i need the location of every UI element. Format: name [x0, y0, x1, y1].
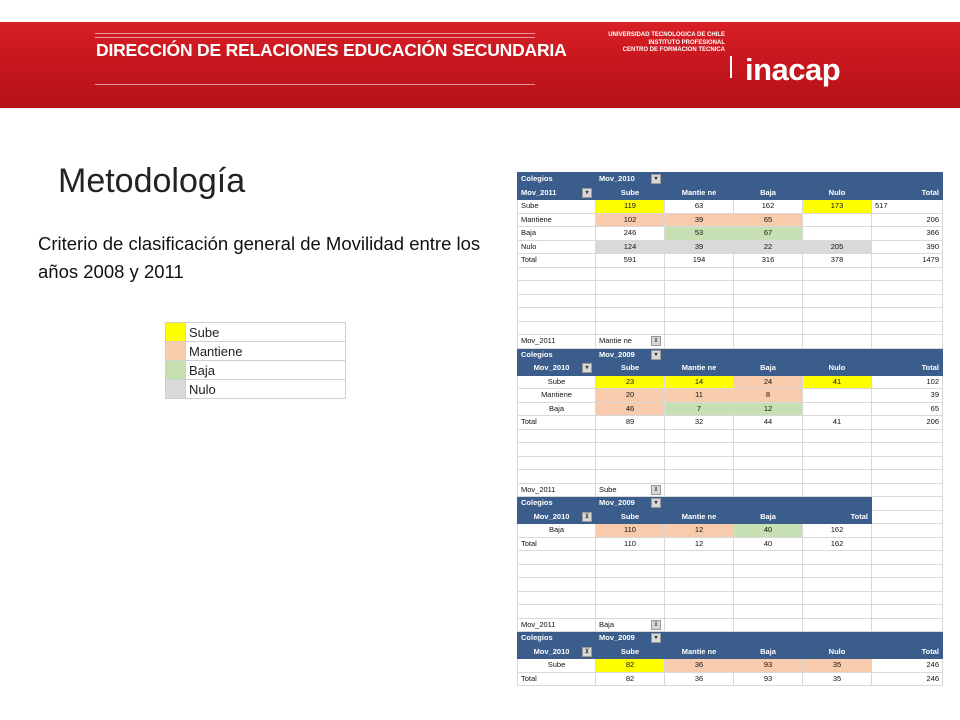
field-name: Mov_2010 [533, 363, 570, 373]
col-header: Total [872, 362, 943, 376]
cell[interactable]: 162 [803, 524, 872, 538]
cell[interactable] [518, 470, 596, 484]
field-name: Mov_2010 [533, 511, 570, 521]
cell[interactable] [665, 281, 734, 295]
cell[interactable] [665, 551, 734, 565]
cell[interactable] [803, 321, 872, 335]
cell[interactable] [596, 321, 665, 335]
legend-swatch [166, 342, 186, 361]
cell[interactable]: 39 [665, 240, 734, 254]
total-row [518, 672, 943, 686]
cell[interactable] [518, 321, 596, 335]
cell[interactable] [734, 443, 803, 457]
cell[interactable] [596, 591, 665, 605]
cell[interactable] [596, 294, 665, 308]
pivot-column-field[interactable] [596, 348, 665, 362]
cell[interactable] [596, 429, 665, 443]
cell[interactable] [518, 456, 596, 470]
cell[interactable] [734, 591, 803, 605]
total-row [518, 537, 943, 551]
cell[interactable] [518, 591, 596, 605]
dropdown-icon[interactable]: ▾ [651, 350, 661, 360]
cell[interactable] [665, 591, 734, 605]
col-header: Mantie ne [665, 186, 734, 200]
cell[interactable] [518, 267, 596, 281]
cell[interactable] [518, 605, 596, 619]
empty-row [518, 551, 943, 565]
row-label[interactable]: Baja [518, 402, 596, 416]
pivot-row-field[interactable] [518, 362, 596, 376]
col-header: Mantie ne [665, 645, 734, 659]
pivot-row-field[interactable] [518, 186, 596, 200]
pivot-row-field[interactable] [518, 510, 596, 524]
banner-rule-top [95, 33, 535, 38]
legend-swatch [166, 361, 186, 380]
cell[interactable] [734, 578, 803, 592]
cell[interactable]: 162 [803, 537, 872, 551]
cell[interactable]: 7 [665, 402, 734, 416]
row-label[interactable]: Nulo [518, 240, 596, 254]
total-row [518, 416, 943, 430]
pivot3-title-row [518, 497, 943, 511]
cell[interactable]: 246 [596, 227, 665, 241]
cell[interactable] [803, 294, 872, 308]
field-name: Mov_2010 [599, 174, 635, 184]
empty-row [518, 591, 943, 605]
cell[interactable] [803, 456, 872, 470]
empty-row [518, 308, 943, 322]
cell[interactable] [734, 456, 803, 470]
cell[interactable] [734, 470, 803, 484]
legend-swatch [166, 323, 186, 342]
cell[interactable]: 8 [734, 389, 803, 403]
cell[interactable]: 36 [665, 672, 734, 686]
cell[interactable]: 82 [596, 672, 665, 686]
page-subtitle: Criterio de clasificación general de Movilidad entre los años 2008 y 2011 [38, 233, 481, 282]
cell[interactable]: 44 [734, 416, 803, 430]
cell[interactable] [665, 308, 734, 322]
cell[interactable] [665, 605, 734, 619]
col-header: Mantie ne [665, 362, 734, 376]
cell[interactable]: 378 [803, 254, 872, 268]
col-header: Mantie ne [665, 510, 734, 524]
filter-icon[interactable]: ⊻ [651, 336, 661, 346]
empty-row [518, 578, 943, 592]
filter-value[interactable] [596, 335, 665, 349]
pivot-column-field[interactable] [596, 173, 665, 187]
institution-text [593, 32, 725, 55]
cell[interactable] [803, 470, 872, 484]
row-label[interactable]: Mantiene [518, 213, 596, 227]
legend-label: Nulo [186, 380, 346, 399]
cell[interactable] [872, 578, 943, 592]
cell[interactable] [734, 267, 803, 281]
empty-row [518, 281, 943, 295]
cell[interactable]: 205 [803, 240, 872, 254]
cell[interactable] [596, 443, 665, 457]
cell[interactable]: 23 [596, 375, 665, 389]
cell[interactable] [518, 281, 596, 295]
cell[interactable] [803, 591, 872, 605]
col-header: Nulo [803, 645, 872, 659]
col-header: Sube [596, 510, 665, 524]
col-header: Total [872, 186, 943, 200]
cell[interactable]: 12 [665, 524, 734, 538]
total-label[interactable]: Total [518, 416, 596, 430]
filter-icon[interactable]: ⊻ [582, 647, 592, 657]
total-row [518, 254, 943, 268]
empty-row [518, 456, 943, 470]
empty-row [518, 605, 943, 619]
cell[interactable] [872, 443, 943, 457]
banner-rule-bottom [95, 84, 535, 85]
row-label[interactable]: Mantiene [518, 389, 596, 403]
cell[interactable]: 206 [872, 213, 943, 227]
row-label[interactable]: Baja [518, 524, 596, 538]
cell[interactable]: 124 [596, 240, 665, 254]
institution-line: INSTITUTO PROFESIONAL [648, 39, 725, 46]
filter-row [518, 618, 943, 632]
cell[interactable] [596, 281, 665, 295]
cell[interactable] [734, 321, 803, 335]
cell[interactable] [803, 389, 872, 403]
empty-row [518, 429, 943, 443]
cell[interactable] [518, 308, 596, 322]
pivot-label-colegios: Colegios [518, 497, 596, 511]
col-header: Total [872, 645, 943, 659]
legend-row [166, 361, 346, 380]
table-row [518, 524, 943, 538]
cell[interactable]: 41 [803, 375, 872, 389]
row-label[interactable]: Sube [518, 659, 596, 673]
empty-row [518, 267, 943, 281]
cell[interactable] [803, 227, 872, 241]
cell[interactable] [872, 605, 943, 619]
cell[interactable]: 390 [872, 240, 943, 254]
cell[interactable]: 65 [734, 213, 803, 227]
cell[interactable] [872, 456, 943, 470]
pivot-sheet [517, 172, 942, 686]
cell[interactable] [665, 564, 734, 578]
pivot4-title-row [518, 632, 943, 646]
legend-row [166, 323, 346, 342]
row-label[interactable]: Baja [518, 227, 596, 241]
cell[interactable]: 110 [596, 537, 665, 551]
cell[interactable] [872, 470, 943, 484]
legend-swatch [166, 380, 186, 399]
table-row [518, 213, 943, 227]
legend-row [166, 342, 346, 361]
cell[interactable] [734, 281, 803, 295]
filter-field: Mov_2011 [518, 483, 596, 497]
field-name: Mov_2011 [521, 187, 557, 197]
cell[interactable] [734, 564, 803, 578]
cell[interactable] [518, 564, 596, 578]
cell[interactable]: 366 [872, 227, 943, 241]
cell[interactable]: 110 [596, 524, 665, 538]
cell[interactable]: 82 [596, 659, 665, 673]
cell[interactable] [518, 294, 596, 308]
col-header: Sube [596, 186, 665, 200]
row-label[interactable]: Sube [518, 200, 596, 214]
cell[interactable]: 39 [665, 213, 734, 227]
field-name: Mov_2009 [599, 633, 635, 643]
page-title: Metodología [58, 162, 246, 200]
cell[interactable]: 35 [803, 659, 872, 673]
col-header: Sube [596, 645, 665, 659]
logo-separator [730, 56, 732, 78]
filter-row [518, 483, 943, 497]
cell[interactable]: 12 [734, 402, 803, 416]
cell[interactable] [803, 564, 872, 578]
cell[interactable]: 246 [872, 672, 943, 686]
cell[interactable] [803, 402, 872, 416]
pivot-column-field[interactable] [596, 632, 665, 646]
institution-line: CENTRO DE FORMACION TECNICA [622, 47, 725, 53]
cell[interactable] [872, 281, 943, 295]
pivot-label-colegios: Colegios [518, 632, 596, 646]
table-row [518, 200, 943, 214]
cell[interactable]: 162 [734, 200, 803, 214]
cell[interactable] [665, 294, 734, 308]
cell[interactable] [803, 308, 872, 322]
cell[interactable]: 591 [596, 254, 665, 268]
cell[interactable] [518, 551, 596, 565]
legend-row [166, 380, 346, 399]
cell[interactable]: 246 [872, 659, 943, 673]
cell[interactable] [665, 321, 734, 335]
cell[interactable] [803, 429, 872, 443]
cell[interactable]: 39 [872, 389, 943, 403]
col-header: Nulo [803, 362, 872, 376]
cell[interactable]: 89 [596, 416, 665, 430]
dropdown-icon[interactable]: ▾ [651, 498, 661, 508]
col-header: Total [803, 510, 872, 524]
col-header: Nulo [803, 186, 872, 200]
pivot3-header-row [518, 510, 943, 524]
pivot-column-field[interactable] [596, 497, 665, 511]
cell[interactable]: 206 [872, 416, 943, 430]
cell[interactable]: 93 [734, 672, 803, 686]
cell[interactable] [734, 551, 803, 565]
cell[interactable] [665, 456, 734, 470]
cell[interactable] [803, 605, 872, 619]
cell[interactable]: 119 [596, 200, 665, 214]
cell[interactable]: 24 [734, 375, 803, 389]
cell[interactable] [734, 308, 803, 322]
cell[interactable] [872, 551, 943, 565]
dropdown-icon[interactable]: ▾ [651, 174, 661, 184]
filter-icon[interactable]: ⊻ [582, 512, 592, 522]
cell[interactable] [872, 267, 943, 281]
empty-row [518, 294, 943, 308]
filter-value[interactable] [596, 483, 665, 497]
filter-row [518, 335, 943, 349]
cell[interactable]: 102 [872, 375, 943, 389]
pivot-label-colegios: Colegios [518, 173, 596, 187]
cell[interactable]: 22 [734, 240, 803, 254]
inacap-logo: inacap [745, 52, 841, 87]
cell[interactable] [596, 267, 665, 281]
cell[interactable]: 173 [803, 200, 872, 214]
pivot1-title-row [518, 173, 943, 187]
cell[interactable] [872, 308, 943, 322]
empty-row [518, 321, 943, 335]
cell[interactable] [734, 605, 803, 619]
cell[interactable] [665, 470, 734, 484]
cell[interactable] [803, 267, 872, 281]
cell[interactable] [872, 564, 943, 578]
cell[interactable] [518, 429, 596, 443]
cell[interactable]: 53 [665, 227, 734, 241]
dropdown-icon[interactable]: ▾ [582, 188, 592, 198]
filter-value-text: Baja [599, 619, 615, 629]
legend-label: Sube [186, 323, 346, 342]
color-legend [165, 322, 346, 399]
cell[interactable] [596, 456, 665, 470]
cell[interactable]: 36 [665, 659, 734, 673]
cell[interactable]: 1479 [872, 254, 943, 268]
col-header: Baja [734, 645, 803, 659]
cell[interactable]: 40 [734, 537, 803, 551]
pivot4-header-row [518, 645, 943, 659]
cell[interactable]: 40 [734, 524, 803, 538]
pivot2-header-row [518, 362, 943, 376]
institution-line: UNIVERSIDAD TECNOLOGICA DE CHILE [608, 32, 725, 38]
filter-field: Mov_2011 [518, 335, 596, 349]
table-row [518, 240, 943, 254]
cell[interactable]: 20 [596, 389, 665, 403]
pivot-grid [517, 172, 943, 686]
legend-label: Baja [186, 361, 346, 380]
cell[interactable]: 93 [734, 659, 803, 673]
cell[interactable]: 102 [596, 213, 665, 227]
dropdown-icon[interactable]: ▾ [651, 633, 661, 643]
col-header: Baja [734, 362, 803, 376]
cell[interactable] [596, 605, 665, 619]
cell[interactable] [665, 267, 734, 281]
cell[interactable]: 517 [872, 200, 943, 214]
cell[interactable] [872, 321, 943, 335]
cell[interactable] [803, 281, 872, 295]
filter-value-text: Mantie ne [599, 336, 632, 346]
cell[interactable] [803, 578, 872, 592]
empty-row [518, 564, 943, 578]
cell[interactable] [734, 294, 803, 308]
cell[interactable]: 12 [665, 537, 734, 551]
pivot-label-colegios: Colegios [518, 348, 596, 362]
cell[interactable]: 316 [734, 254, 803, 268]
cell[interactable]: 14 [665, 375, 734, 389]
banner-title: DIRECCIÓN DE RELACIONES EDUCACIÓN SECUNDARIA [96, 40, 567, 60]
legend-label: Mantiene [186, 342, 346, 361]
cell[interactable]: 65 [872, 402, 943, 416]
cell[interactable] [596, 470, 665, 484]
pivot-row-field[interactable] [518, 645, 596, 659]
cell[interactable] [596, 551, 665, 565]
cell[interactable] [803, 551, 872, 565]
total-label[interactable]: Total [518, 254, 596, 268]
row-label[interactable]: Sube [518, 375, 596, 389]
cell[interactable]: 32 [665, 416, 734, 430]
filter-icon[interactable]: ⊻ [651, 485, 661, 495]
cell[interactable] [665, 429, 734, 443]
field-name: Mov_2009 [599, 349, 635, 359]
cell[interactable] [665, 443, 734, 457]
table-row [518, 389, 943, 403]
field-name: Mov_2009 [599, 498, 635, 508]
table-row [518, 659, 943, 673]
col-header: Sube [596, 362, 665, 376]
col-header: Baja [734, 510, 803, 524]
total-label[interactable]: Total [518, 672, 596, 686]
cell[interactable] [803, 213, 872, 227]
empty-row [518, 470, 943, 484]
cell[interactable] [596, 564, 665, 578]
cell[interactable] [872, 429, 943, 443]
total-label[interactable]: Total [518, 537, 596, 551]
dropdown-icon[interactable]: ▾ [582, 363, 592, 373]
cell[interactable]: 11 [665, 389, 734, 403]
table-row [518, 402, 943, 416]
cell[interactable]: 67 [734, 227, 803, 241]
filter-icon[interactable]: ⊻ [651, 620, 661, 630]
cell[interactable] [518, 443, 596, 457]
cell[interactable] [734, 429, 803, 443]
filter-field: Mov_2011 [518, 618, 596, 632]
cell[interactable] [596, 578, 665, 592]
pivot1-header-row [518, 186, 943, 200]
cell[interactable] [596, 308, 665, 322]
cell[interactable]: 194 [665, 254, 734, 268]
table-row [518, 375, 943, 389]
cell[interactable] [665, 578, 734, 592]
cell[interactable]: 46 [596, 402, 665, 416]
filter-value[interactable] [596, 618, 665, 632]
cell[interactable]: 63 [665, 200, 734, 214]
empty-row [518, 443, 943, 457]
cell[interactable] [518, 578, 596, 592]
col-header: Baja [734, 186, 803, 200]
cell[interactable] [872, 591, 943, 605]
pivot2-title-row [518, 348, 943, 362]
field-name: Mov_2010 [533, 646, 570, 656]
cell[interactable]: 41 [803, 416, 872, 430]
table-row [518, 227, 943, 241]
filter-value-text: Sube [599, 484, 617, 494]
cell[interactable] [872, 294, 943, 308]
cell[interactable]: 35 [803, 672, 872, 686]
cell[interactable] [803, 443, 872, 457]
